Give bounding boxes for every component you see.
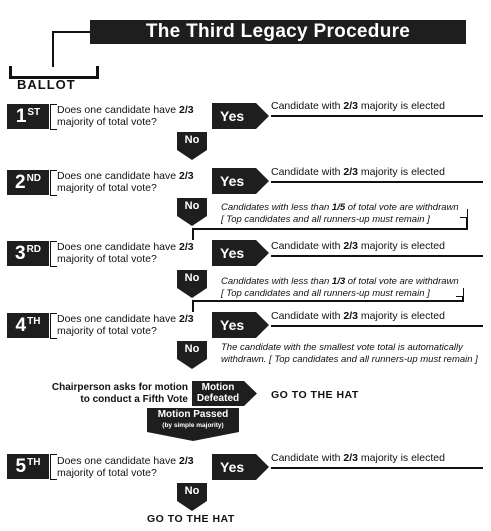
- note-3-line2: [ Top candidates and all runners-up must remain ]: [221, 288, 430, 299]
- step-2-result: [271, 166, 445, 178]
- note-4-line2: withdrawn. [ Top candidates and all runners-up must remain ]: [221, 354, 478, 365]
- step-1-badge: [7, 104, 49, 129]
- note-after-step-4: [221, 342, 486, 366]
- step-4-result-line: [271, 325, 483, 327]
- step-2-badge: [7, 170, 49, 195]
- step-4-suffix: TH: [27, 316, 41, 327]
- step-2-suffix: ND: [26, 173, 42, 184]
- step-4-result: [271, 310, 445, 322]
- step-2-result-line: [271, 181, 483, 183]
- note-2-b: of total vote are withdrawn: [347, 202, 459, 213]
- motion-passed-box: [147, 408, 239, 432]
- step-1-bracket: [50, 104, 57, 130]
- step-4-no-arrow: [177, 341, 207, 369]
- motion-passed-line-2: (by simple majority): [162, 422, 224, 429]
- step-5-number: 5: [15, 456, 27, 477]
- step-3-result-fraction: 2/3: [343, 240, 358, 252]
- step-1-result-fraction: 2/3: [343, 100, 358, 112]
- step-4-badge: [7, 313, 49, 338]
- step-3-result-a: Candidate with: [271, 240, 341, 252]
- step-2-no-label: No: [184, 200, 200, 212]
- motion-passed-line-1: Motion Passed: [157, 409, 229, 420]
- step-1-fraction: 2/3: [179, 104, 194, 116]
- defeated-arrow-icon: [244, 381, 258, 406]
- step-3-question: [57, 241, 217, 265]
- flow-connector-2-v: [192, 228, 194, 240]
- step-3-result-line: [271, 255, 483, 257]
- step-3-fraction: 2/3: [179, 241, 194, 253]
- note-3-b: of total vote are withdrawn: [347, 276, 459, 287]
- step-5-no-arrow: [177, 483, 207, 511]
- step-2-result-a: Candidate with: [271, 166, 341, 178]
- step-3-no-arrow: [177, 270, 207, 298]
- step-4-yes-label: Yes: [220, 317, 245, 333]
- note-after-step-3: [221, 276, 486, 300]
- step-2-no-arrow: [177, 198, 207, 226]
- step-4-result-fraction: 2/3: [343, 310, 358, 322]
- step-3-bracket: [50, 241, 57, 267]
- step-4-yes-arrow: [212, 312, 270, 338]
- step-4-result-b: majority is elected: [360, 310, 445, 322]
- flow-connector-3-v: [192, 300, 194, 312]
- step-3-yes-arrow: [212, 240, 270, 266]
- step-2-yes-label: Yes: [220, 173, 245, 189]
- step-3-no-label: No: [184, 272, 200, 284]
- step-4-result-a: Candidate with: [271, 310, 341, 322]
- step-5-yes-label: Yes: [220, 459, 245, 475]
- step-4-bracket: [50, 313, 57, 339]
- step-1-result: [271, 100, 445, 112]
- title-connector-v: [52, 31, 54, 67]
- step-4-question: [57, 313, 217, 337]
- note-3-a: Candidates with less than: [221, 276, 330, 287]
- step-5-result-fraction: 2/3: [343, 452, 358, 464]
- step-2-result-b: majority is elected: [360, 166, 445, 178]
- step-2-question-a: Does one candidate have: [57, 170, 177, 182]
- step-2-yes-arrow: [212, 168, 270, 194]
- step-3-question-b: majority of total vote?: [57, 253, 157, 265]
- step-3-yes-label: Yes: [220, 245, 245, 261]
- step-1-result-a: Candidate with: [271, 100, 341, 112]
- note-2-line2: [ Top candidates and all runners-up must remain ]: [221, 214, 430, 225]
- ballot-label: BALLOT: [17, 77, 76, 92]
- step-3-number: 3: [14, 243, 26, 264]
- step-3-suffix: RD: [26, 244, 42, 255]
- step-1-number: 1: [15, 106, 27, 127]
- step-1-result-line: [271, 115, 483, 117]
- note-2-fraction: 1/5: [331, 202, 346, 213]
- step-5-bracket: [50, 454, 57, 480]
- step-5-no-label: No: [184, 485, 200, 497]
- step-5-result: [271, 452, 445, 464]
- step-1-no-label: No: [184, 134, 200, 146]
- step-2-fraction: 2/3: [179, 170, 194, 182]
- step-1-yes-arrow: [212, 103, 270, 129]
- chair-line-1: Chairperson asks for motion: [51, 382, 188, 393]
- step-5-suffix: TH: [27, 457, 41, 468]
- step-5-question-b: majority of total vote?: [57, 467, 157, 479]
- go-to-hat-defeated: GO TO THE HAT: [271, 389, 359, 401]
- step-3-result-b: majority is elected: [360, 240, 445, 252]
- motion-defeated-line-2: Defeated: [196, 393, 240, 404]
- step-4-no-label: No: [184, 343, 200, 355]
- step-4-number: 4: [15, 315, 27, 336]
- note-2-a: Candidates with less than: [221, 202, 330, 213]
- step-1-question-a: Does one candidate have: [57, 104, 177, 116]
- step-2-question-b: majority of total vote?: [57, 182, 157, 194]
- motion-defeated-box: [192, 381, 244, 406]
- flow-connector-3-right: [462, 296, 464, 301]
- flow-connector-2-h: [192, 228, 468, 230]
- page-title: The Third Legacy Procedure: [145, 21, 411, 42]
- step-5-result-b: majority is elected: [360, 452, 445, 464]
- step-5-fraction: 2/3: [179, 455, 194, 467]
- step-5-yes-arrow: [212, 454, 270, 480]
- step-5-question: [57, 455, 217, 479]
- step-1-yes-label: Yes: [220, 108, 245, 124]
- step-2-result-fraction: 2/3: [343, 166, 358, 178]
- step-1-suffix: ST: [27, 107, 41, 118]
- step-4-question-a: Does one candidate have: [57, 313, 177, 325]
- step-1-no-arrow: [177, 132, 207, 160]
- step-5-question-a: Does one candidate have: [57, 455, 177, 467]
- title-connector-h: [52, 31, 90, 33]
- note-3-fraction: 1/3: [331, 276, 346, 287]
- step-4-fraction: 2/3: [179, 313, 194, 325]
- flow-connector-3-h: [192, 300, 464, 302]
- motion-defeated-line-1: Motion: [201, 382, 235, 393]
- go-to-hat-final: GO TO THE HAT: [147, 513, 235, 525]
- step-1-result-b: majority is elected: [360, 100, 445, 112]
- title-banner: [90, 20, 466, 44]
- step-4-question-b: majority of total vote?: [57, 325, 157, 337]
- passed-arrow-icon: [147, 432, 239, 441]
- step-2-bracket: [50, 170, 57, 196]
- step-1-question: [57, 104, 217, 128]
- step-5-badge: [7, 454, 49, 479]
- step-3-badge: [7, 241, 49, 266]
- step-2-number: 2: [14, 172, 26, 193]
- chair-line-2: to conduct a Fifth Vote: [80, 394, 188, 405]
- step-3-result: [271, 240, 445, 252]
- step-5-result-line: [271, 467, 483, 469]
- chairperson-motion-text: [23, 382, 188, 406]
- step-5-result-a: Candidate with: [271, 452, 341, 464]
- step-3-question-a: Does one candidate have: [57, 241, 177, 253]
- note-after-step-2: [221, 202, 486, 226]
- step-1-question-b: majority of total vote?: [57, 116, 157, 128]
- flow-connector-2-right: [466, 217, 468, 229]
- step-2-question: [57, 170, 217, 194]
- note-4-line1: The candidate with the smallest vote total is automatically: [221, 342, 463, 353]
